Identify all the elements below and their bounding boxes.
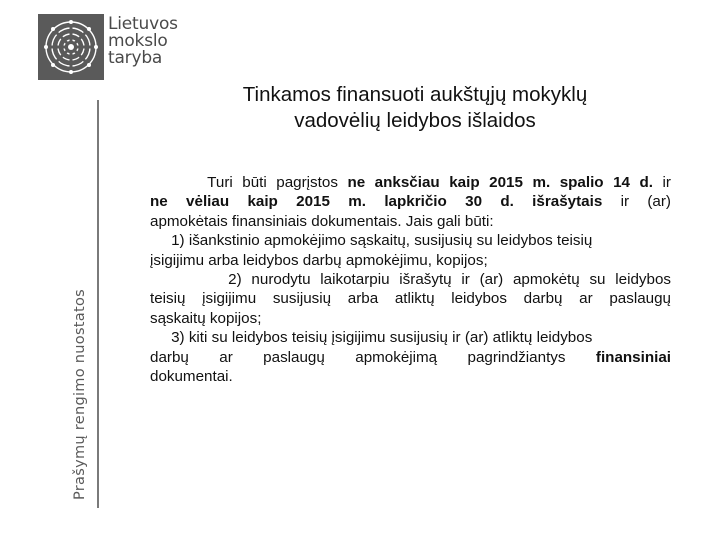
body-line-7: teisių įsigijimu susijusių arba atliktų leidybos darbų ar paslaugų — [150, 290, 671, 308]
body-line-8: sąskaitų kopijos; — [150, 309, 262, 327]
body-line-2-end: ir (ar) — [602, 193, 671, 211]
body-line-1-text: Turi būti pagrįstos — [207, 174, 348, 191]
logo-wordmark — [108, 16, 178, 67]
body-line-6-text: 2) nurodytu laikotarpiu išrašytų ir (ar) apmokėtų su leidybos — [228, 271, 671, 289]
body-line-10 — [150, 348, 671, 367]
logo-emblem-icon — [38, 14, 104, 80]
body-line-11: dokumentai. — [150, 368, 233, 386]
body-line-3: apmokėtais finansiniais dokumentais. Jais gali būti: — [150, 212, 494, 230]
body-line-1-bold: ne anksčiau kaip 2015 m. spalio 14 d. — [347, 174, 654, 191]
slide-body — [150, 173, 671, 386]
body-line-10-bold: finansiniai — [595, 348, 671, 366]
body-line-1 — [150, 173, 671, 192]
slide-title — [150, 82, 680, 134]
slide-title-line-2: vadovėlių leidybos išlaidos — [294, 109, 536, 132]
logo-line-3: taryba — [108, 48, 163, 68]
body-line-9-text: 3) kiti su leidybos teisių įsigijimu susijusių ir (ar) atliktų leidybos — [171, 329, 593, 347]
slide-title-line-1: Tinkamos finansuoti aukštųjų mokyklų — [242, 83, 588, 106]
body-line-6 — [150, 270, 671, 289]
body-line-9 — [150, 328, 671, 347]
sidebar-divider — [97, 100, 99, 508]
logo-line-1: Lietuvos — [108, 14, 178, 34]
body-line-10-text: darbų ar paslaugų apmokėjimą pagrindžiantys — [150, 348, 596, 366]
body-line-1-end: ir — [653, 174, 671, 191]
body-line-2 — [150, 192, 671, 211]
body-line-2-bold: ne vėliau kaip 2015 m. lapkričio 30 d. išrašytais — [150, 193, 603, 211]
logo-line-2: mokslo — [108, 31, 168, 51]
body-line-4-text: 1) išankstinio apmokėjimo sąskaitų, susijusių su leidybos teisių — [171, 232, 593, 250]
body-line-5: įsigijimu arba leidybos darbų apmokėjimu, kopijos; — [150, 251, 488, 269]
sidebar-vertical-label: Prašymų rengimo nuostatos — [72, 289, 88, 500]
body-line-4 — [150, 231, 671, 250]
